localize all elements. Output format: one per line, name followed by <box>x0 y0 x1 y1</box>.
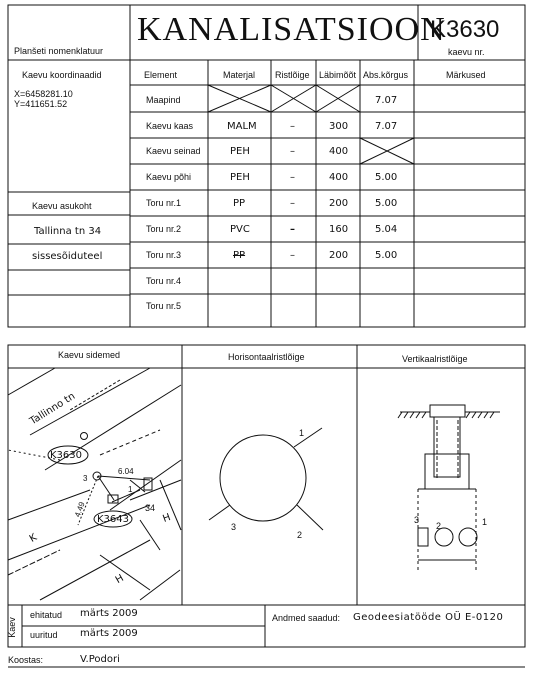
coord-y: Y=411651.52 <box>14 99 68 109</box>
row-material: PP <box>233 250 246 261</box>
row-abs-height: 5.00 <box>375 198 398 209</box>
row-element: Kaevu kaas <box>146 121 194 131</box>
row-crosssection: – <box>290 121 295 132</box>
row-diameter: 200 <box>329 250 349 261</box>
horizontal-section-drawing <box>209 428 323 530</box>
row-diameter: 400 <box>329 172 349 183</box>
map-number-34: 34 <box>145 503 156 513</box>
row-abs-height: 5.00 <box>375 172 398 183</box>
map-well-label-1: K3630 <box>50 450 83 461</box>
row-element: Maapind <box>146 95 181 105</box>
author-label: Koostas: <box>8 655 44 665</box>
col-header-diameter: Läbimõõt <box>319 70 357 80</box>
row-abs-height: 7.07 <box>375 121 398 132</box>
row-diameter: 300 <box>329 121 349 132</box>
row-material: PEH <box>230 172 250 183</box>
form-frame <box>8 5 525 327</box>
row-element: Toru nr.4 <box>146 276 182 286</box>
row-diameter: 200 <box>329 198 349 209</box>
built-value: märts 2009 <box>80 608 138 619</box>
hsection-pipe-2: 2 <box>297 530 303 540</box>
map-number-1: 1 <box>128 485 133 494</box>
row-element: Toru nr.2 <box>146 224 182 234</box>
footer-side-label: Kaev <box>6 617 17 638</box>
row-element: Kaevu seinad <box>146 146 201 156</box>
location-line1: Tallinna tn 34 <box>34 226 102 237</box>
vsection-pipe-2: 2 <box>436 521 442 531</box>
map-well-ellipse-1 <box>48 446 88 464</box>
well-id: K3630 <box>430 16 500 43</box>
well-no-label: kaevu nr. <box>448 47 485 57</box>
row-material: MALM <box>227 121 257 132</box>
panel-title-horizontal: Horisontaalristlõige <box>228 352 305 362</box>
site-map <box>8 368 181 600</box>
row-abs-height: 5.00 <box>375 250 398 261</box>
source-value: Geodeesiatööde OÜ E-0120 <box>353 612 504 623</box>
map-letter-h-2: H <box>113 572 126 587</box>
row-abs-height: 5.04 <box>375 224 398 235</box>
page-title: KANALISATSIOON <box>137 11 446 48</box>
row-crosssection: – <box>290 224 295 235</box>
map-street-label: Tallinno tn <box>28 390 78 428</box>
panel-title-vertical: Vertikaalristlõige <box>402 354 468 364</box>
vertical-section-drawing <box>400 405 500 570</box>
row-element: Kaevu põhi <box>146 172 192 182</box>
panel-title-connections: Kaevu sidemed <box>58 350 121 360</box>
row-abs-height: 7.07 <box>375 95 398 106</box>
row-diameter: 400 <box>329 146 349 157</box>
row-crosssection: – <box>290 250 295 261</box>
map-target-icon <box>81 433 88 440</box>
col-header-crosssection: Ristlõige <box>275 70 310 80</box>
location-label: Kaevu asukoht <box>32 201 92 211</box>
col-header-abs-height: Abs.kõrgus <box>363 70 409 80</box>
map-letter-k: K <box>27 532 39 545</box>
row-element: Toru nr.1 <box>146 198 182 208</box>
map-number-3: 3 <box>83 474 88 483</box>
row-crosssection: – <box>290 172 295 183</box>
row-material: PVC <box>230 224 250 235</box>
coords-label: Kaevu koordinaadid <box>22 70 102 80</box>
row-diameter: 160 <box>329 224 349 235</box>
col-header-notes: Märkused <box>446 70 486 80</box>
map-well-label-2: K3643 <box>97 514 130 525</box>
row-element: Toru nr.5 <box>146 301 182 311</box>
map-distance-1: 6.04 <box>118 467 134 476</box>
col-header-element: Element <box>144 70 178 80</box>
row-crosssection: – <box>290 146 295 157</box>
hsection-pipe-3: 3 <box>231 522 237 532</box>
vsection-pipe-1: 1 <box>482 517 488 527</box>
author-value: V.Podori <box>80 654 120 665</box>
surveyed-label: uuritud <box>30 630 58 640</box>
col-header-material: Materjal <box>223 70 256 80</box>
row-crosssection: – <box>290 198 295 209</box>
built-label: ehitatud <box>30 610 63 620</box>
row-material: PEH <box>230 146 250 157</box>
location-line2: sissesõiduteel <box>32 251 103 262</box>
map-distance-2: 4.49 <box>72 500 87 519</box>
drawings-frame <box>8 345 525 605</box>
surveyed-value: märts 2009 <box>80 628 138 639</box>
map-letter-h: H <box>161 512 173 525</box>
row-element: Toru nr.3 <box>146 250 182 260</box>
hsection-pipe-1: 1 <box>299 428 305 438</box>
vsection-pipe-3: 3 <box>414 515 420 525</box>
coord-x: X=6458281.10 <box>14 89 73 99</box>
nomenclature-label: Planšeti nomenklatuur <box>14 46 104 56</box>
source-label: Andmed saadud: <box>272 613 341 623</box>
row-material: PP <box>233 198 246 209</box>
